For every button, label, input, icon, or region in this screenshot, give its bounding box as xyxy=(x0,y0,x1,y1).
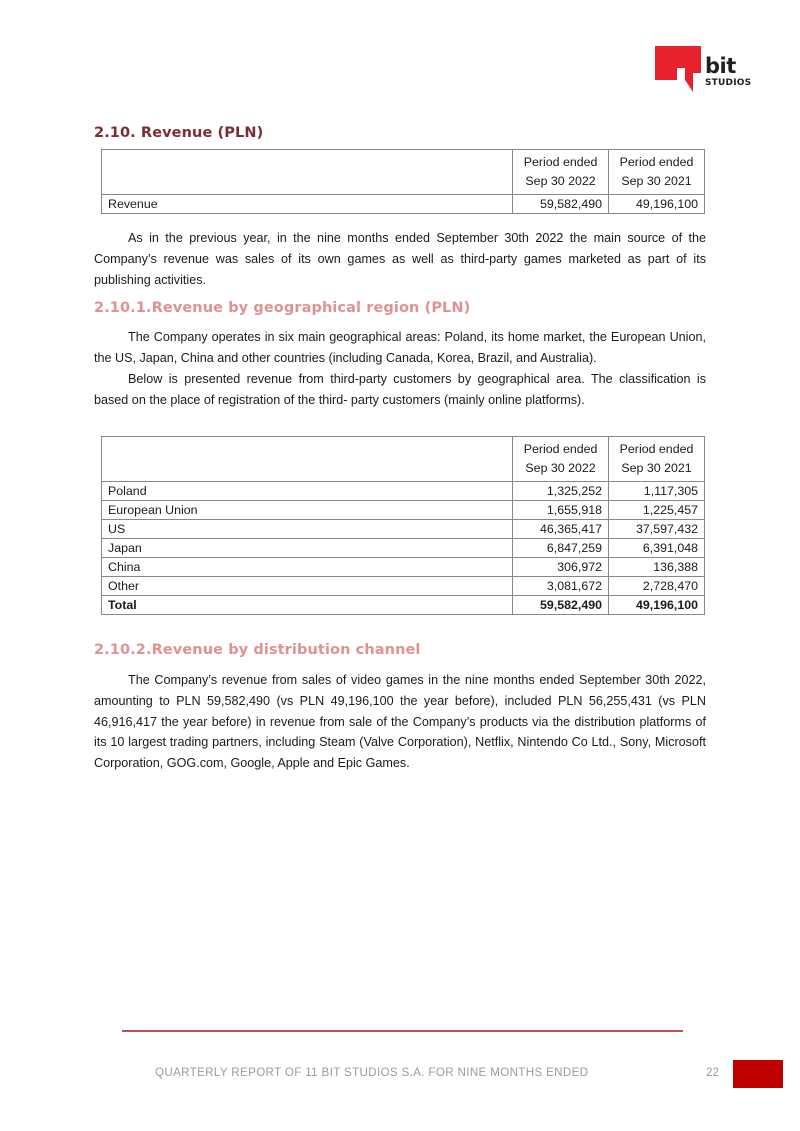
logo-bit-text: bit xyxy=(705,54,736,78)
table-row xyxy=(102,558,705,577)
revenue-table xyxy=(101,149,705,214)
row-value-2021: 6,391,048 xyxy=(609,539,705,558)
table-row-total xyxy=(102,596,705,615)
logo-wordmark xyxy=(705,56,751,89)
geo-table-header-2021 xyxy=(609,437,705,482)
table-row xyxy=(102,501,705,520)
row-value-2022: 59,582,490 xyxy=(513,195,609,214)
footer-divider xyxy=(122,1030,683,1032)
header-line-1: Period ended xyxy=(523,442,598,456)
paragraph-channel-detail: The Company’s revenue from sales of video games in the nine months ended September 30th 2022, amounting to PLN 59,582,490 (vs PLN 49,196,100 the year before), included PLN 56,255,431 (vs PLN 46,916,417 the year before) in revenue from sale of the Company’s products via the distribution platforms of its 10 largest trading partners, including Steam (Valve Corporation), Netflix, Nintendo Co Ltd., Sony, Microsoft Corporation, GOG.com, Google, Apple and Epic Games. xyxy=(94,673,706,771)
logo-studios-text: STUDIOS xyxy=(705,78,752,88)
revenue-table-head xyxy=(102,150,705,195)
row-value-2022: 46,365,417 xyxy=(513,520,609,539)
row-label: Japan xyxy=(102,539,513,558)
geo-table-body xyxy=(102,482,705,615)
row-value-2021: 1,225,457 xyxy=(609,501,705,520)
row-value-2022: 1,325,252 xyxy=(513,482,609,501)
geo-table-header-2022 xyxy=(513,437,609,482)
table-row xyxy=(102,539,705,558)
row-value-2021: 1,117,305 xyxy=(609,482,705,501)
row-value-2022: 3,081,672 xyxy=(513,577,609,596)
row-value-2022: 59,582,490 xyxy=(513,596,609,615)
revenue-table-body xyxy=(102,195,705,214)
footer-accent-block xyxy=(733,1060,783,1088)
revenue-table-corner-cell xyxy=(102,150,513,195)
header-line-2: Sep 30 2022 xyxy=(525,174,596,188)
row-value-2021: 136,388 xyxy=(609,558,705,577)
table-row xyxy=(102,520,705,539)
company-logo xyxy=(655,46,750,104)
subsection-heading-distribution: 2.10.2.Revenue by distribution channel xyxy=(94,642,421,658)
geo-table-head xyxy=(102,437,705,482)
eleven-bit-mark-icon xyxy=(655,46,701,92)
table-row xyxy=(102,195,705,214)
header-line-2: Sep 30 2022 xyxy=(525,461,596,475)
paragraph-geo-areas: The Company operates in six main geographical areas: Poland, its home market, the European Union, the US, Japan, China and other countries (including Canada, Korea, Brazil, and Australia). xyxy=(94,330,706,365)
geo-table-corner-cell xyxy=(102,437,513,482)
row-label: Other xyxy=(102,577,513,596)
table-header-row xyxy=(102,437,705,482)
section-heading-revenue: 2.10. Revenue (PLN) xyxy=(94,125,264,141)
row-label: US xyxy=(102,520,513,539)
row-value-2022: 1,655,918 xyxy=(513,501,609,520)
geographical-revenue-table xyxy=(101,436,705,615)
paragraph-geo-basis: Below is presented revenue from third-party customers by geographical area. The classification is based on the place of registration of the third- party customers (mainly online platforms). xyxy=(94,372,706,407)
row-label: Poland xyxy=(102,482,513,501)
table-header-row xyxy=(102,150,705,195)
header-line-2: Sep 30 2021 xyxy=(621,174,692,188)
row-label: China xyxy=(102,558,513,577)
row-label: Revenue xyxy=(102,195,513,214)
row-label: European Union xyxy=(102,501,513,520)
row-value-2021: 49,196,100 xyxy=(609,195,705,214)
header-line-1: Period ended xyxy=(619,442,694,456)
paragraph-intro: As in the previous year, in the nine months ended September 30th 2022 the main source of the Company’s revenue was sales of its own games as well as third-party games marketed as part of its publishing activities. xyxy=(94,231,706,287)
row-value-2021: 2,728,470 xyxy=(609,577,705,596)
revenue-table-header-2021 xyxy=(609,150,705,195)
row-value-2021: 49,196,100 xyxy=(609,596,705,615)
footer-report-title: QUARTERLY REPORT OF 11 BIT STUDIOS S.A. FOR NINE MONTHS ENDED xyxy=(155,1066,589,1079)
subsection-heading-geographical: 2.10.1.Revenue by geographical region (PLN) xyxy=(94,300,471,316)
table-row xyxy=(102,577,705,596)
table-row xyxy=(102,482,705,501)
page-number: 22 xyxy=(706,1066,719,1079)
row-value-2021: 37,597,432 xyxy=(609,520,705,539)
row-value-2022: 6,847,259 xyxy=(513,539,609,558)
row-label: Total xyxy=(102,596,513,615)
header-line-1: Period ended xyxy=(523,155,598,169)
header-line-1: Period ended xyxy=(619,155,694,169)
header-line-2: Sep 30 2021 xyxy=(621,461,692,475)
row-value-2022: 306,972 xyxy=(513,558,609,577)
revenue-table-header-2022 xyxy=(513,150,609,195)
